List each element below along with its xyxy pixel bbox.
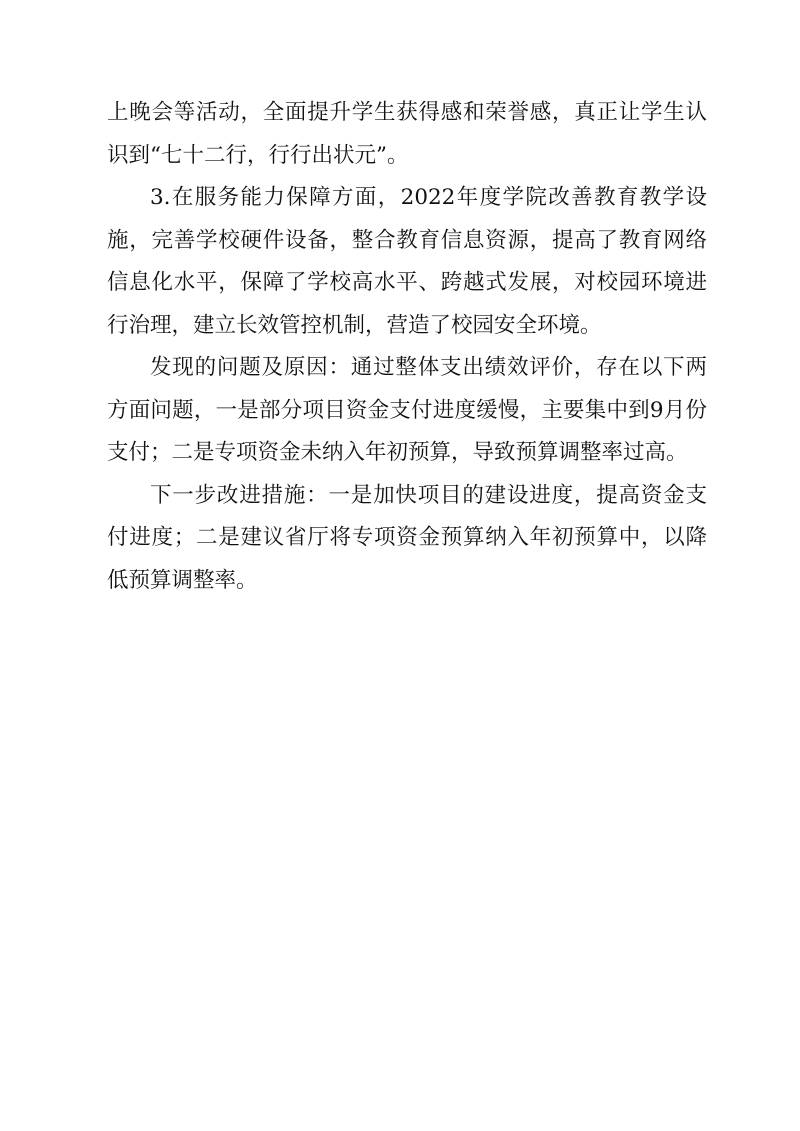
paragraph-problems-causes: 发现的问题及原因：通过整体支出绩效评价，存在以下两方面问题，一是部分项目资金支付进度缓慢，主要集中到9月份支付；二是专项资金未纳入年初预算，导致预算调整率过高。 — [107, 355, 707, 465]
paragraph-improvement-measures: 下一步改进措施：一是加快项目的建设进度，提高资金支付进度；二是建议省厅将专项资金预算纳入年初预算中，以降低预算调整率。 — [107, 482, 707, 593]
paragraph-continuation: 上晚会等活动，全面提升学生获得感和荣誉感，真正让学生认识到“七十二行，行行出状元”。 — [107, 100, 707, 168]
document-page — [107, 92, 707, 602]
paragraph-service-capability: 3.在服务能力保障方面，2022年度学院改善教育教学设施，完善学校硬件设备，整合教育信息资源，提高了教育网络信息化水平，保障了学校高水平、跨越式发展，对校园环境进行治理，建立长效管控机制，营造了校园安全环境。 — [107, 185, 707, 338]
